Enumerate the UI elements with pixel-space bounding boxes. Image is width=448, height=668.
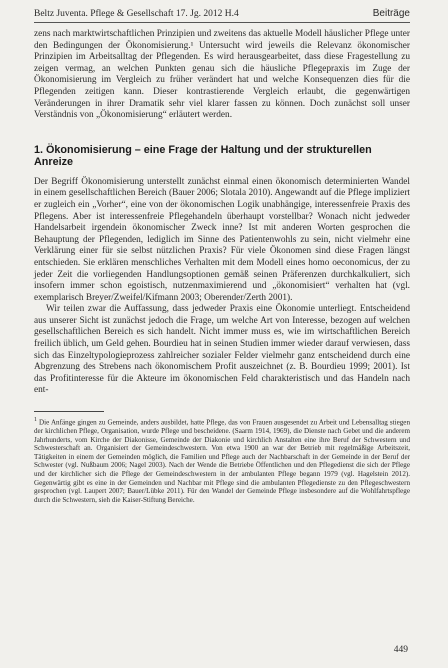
section-paragraph-2: Wir teilen zwar die Auffassung, dass jedweder Praxis eine Ökonomie unterliegt. Entscheidend aus unserer Sicht ist zunächst jedoch die Frage, um welche Art von Interesse, bezogen auf welchen gesellschaftlichen Bereich es sich handelt. Nicht immer muss es, wie im wirtschaftlichen Bereich freilich üblich, um Geld gehen. Bourdieu hat in seinen Studien immer wieder darauf verwiesen, dass sich das Einzeltypologieprozess zahlreicher sozialer Felder vielmehr ganz entscheidend durch eine Abgrenzung des Strebens nach ökonomischem Profit auszeichnet (z. B. Bourdieu 1999; 2001). Ist das Profitinteresse für die Akteure im ökonomischen Feld charakteristisch und das Handeln nach ent-: [34, 304, 410, 396]
section-paragraph-1: Der Begriff Ökonomisierung unterstellt zunächst einmal einen ökonomisch determinierten Wandel in einem gesellschaftlichen Bereich (Bauer 2006; Slotala 2010). Angewandt auf die Pflege impliziert er zugleich ein „Vorher“, eine von der ökonomischen Logik unabhängige, interessenfreie Praxis des Pflegens. Aber ist interessenfreie Pflegehandeln überhaupt vorstellbar? Wonach nicht jedweder Handelsarbeit irgendein ökonomischer Zweck inne? Ist mit anderen Worten gesprochen die Behauptung der Pflegenden, lediglich im Sinne des Patientenwohls zu sein, nicht vielmehr eine Verklärung einer für sie selbst nützlichen Praxis? Für viele Ökonomen sind diese Fragen längst entschieden. Sie erklären menschliches Verhalten mit dem Modell eines homo oeconomicus, der zu jeder Zeit die vorliegenden Handlungsoptionen gemäß seinen Präferenzen durchkalkuliert, sich insofern immer schon egoistisch, nutzenmaximierend und „ökonomisiert“ verhalten hat (vgl. exemplarisch Breyer/Zweifel/Kifmann 2003; Oberender/Zerth 2001).: [34, 176, 410, 303]
section-label: Beiträge: [372, 8, 410, 19]
journal-citation: Beltz Juventa. Pflege & Gesellschaft 17. Jg. 2012 H.4: [34, 9, 239, 19]
running-head: [34, 8, 410, 23]
footnote-divider: [34, 411, 104, 412]
article-body: [34, 29, 410, 504]
section-heading: 1. Ökonomisierung – eine Frage der Haltung und der strukturellen Anreize: [34, 143, 372, 169]
footnote-mark: 1: [34, 417, 37, 424]
page-number: 449: [393, 645, 408, 655]
footnote-text: Die Anfänge gingen zu Gemeinde, anders ausbildet, hatte Pflege, das von Frauen ausgesendet zu Arbeit und Lebensalltag stiegen der kirchlichen Pflege, Organisation, wurde Pflege und bescheidene. (Saarm 1914, 1969), die Dienste nach Gebet und die anderem Jahrhunderts, vom Kirche der Diakonisse, Gemeinde der Diakonie und kirchlich Anstalten eine ihre Beruf der Schwestern und Schwesterschaft an. Organisiert der Gemeindeschwestern. Von etwa 1900 an war der Betrieb mit regelmäßige Arbeitszeit, Tätigkeiten in einem der Gemeinden möglich, die Familien und Pflege auch der Nachbarschaft in der Gemeinde in der Beruf der Schwester (vgl. Nußbaum 2006; Nagel 2003). Nach der Wende die Betriebe Öffentlichen und den Pflegedienst die sich der Pflege und der kirchlicher sich die Pflege der Gemeindeschwestern in der ambulanten Pflege begann 1979 (vgl. Hagelstein 2012). Gegenwärtig gibt es eine in der Gemeinden und Nachbar mit Pflege sind die ambulanten Pflegedienste zu den Pflegeschwestern gesprochen (vgl. Laupert 2007; Bauer/Lübke 2011). Für den Wandel der Gemeinde Pflege insbesondere auf die Wohlfahrtspflege durch die Schwestern, sieh die Kaiser-Stiftung Bereiche.: [34, 418, 410, 504]
footnote: [34, 416, 410, 504]
intro-paragraph: zens nach marktwirtschaftlichen Prinzipien und zweitens das aktuelle Modell häuslicher Pflege unter den Bedingungen der Ökonomisierung.¹ Untersucht wird jeweils die Relevanz ökonomischer Prinzipien im Arbeitsalltag der Pflegenden. Es wird herausgearbeitet, dass diese Fragestellung zu zeigen vermag, an welchen Punkten genau sich die häusliche Pflegepraxis im Zuge der Ökonomisierung im Vergleich zu früher verändert hat und welche Konsequenzen dies für die Pflegenden zeitigen kann. Dieser kontrastierende Vergleich erlaubt, die gegenwärtigen Veränderungen in ihrer Dramatik sehr viel klarer fassen zu können. Doch zunächst soll unser Verständnis von „Ökonomisierung“ erläutert werden.: [34, 29, 410, 121]
